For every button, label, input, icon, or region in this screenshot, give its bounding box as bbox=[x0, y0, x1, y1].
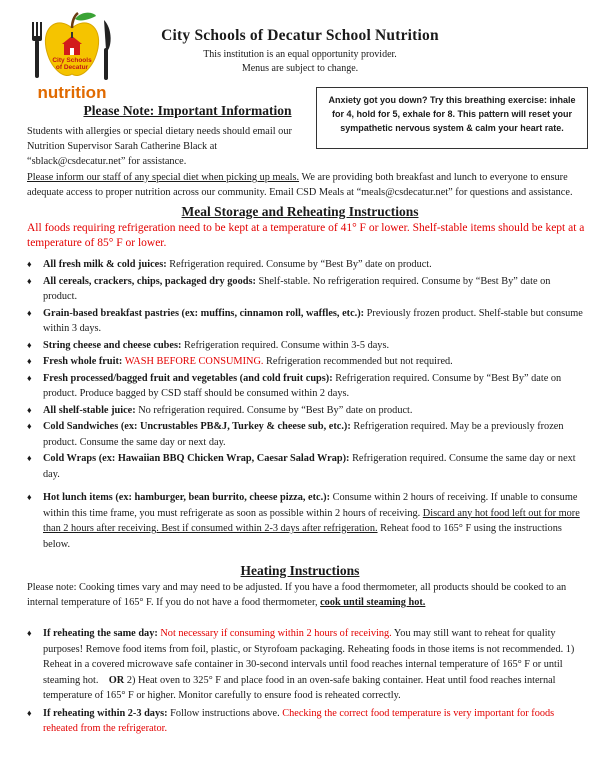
item-text: No refrigeration required. Consume by “Best By” date on product. bbox=[138, 404, 413, 416]
heating-intro-text: Please note: Cooking times vary and may need to be adjusted. If you have a food thermometer, all products should be cooked to an internal temperature of 165° F. If you do not have a food thermometer, bbox=[27, 582, 567, 609]
list-item bbox=[27, 490, 587, 552]
item-text: Shelf-stable. No refrigeration required. Consume by “Best By” date on product. bbox=[43, 275, 551, 302]
list-item bbox=[27, 451, 587, 482]
list-item bbox=[27, 403, 587, 419]
item-text: Refrigeration required. May be a previously frozen product. Consume the same day or next day. bbox=[43, 421, 564, 448]
item-text: Refrigeration recommended but not required. bbox=[266, 356, 453, 367]
item-label: String cheese and cheese cubes: bbox=[43, 339, 182, 351]
equal-opportunity-statement: This institution is an equal opportunity provider. bbox=[203, 49, 397, 60]
allergy-text: Students with allergies or special dietary needs should email our Nutrition Supervisor Sarah Catherine Black at “sblack@csdecatur.net” for assistance. bbox=[27, 126, 292, 168]
list-item bbox=[27, 371, 587, 402]
item-label: Fresh whole fruit: bbox=[43, 356, 123, 367]
item-label: Cold Sandwiches (ex: Uncrustables PB&J, Turkey & cheese sub, etc.): bbox=[43, 421, 351, 432]
item-label: Grain-based breakfast pastries (ex: muffins, cinnamon roll, waffles, etc.): bbox=[43, 307, 365, 319]
list-item bbox=[27, 626, 589, 704]
list-item bbox=[27, 306, 587, 337]
hot-lunch-discard: Discard any hot food left out for more than 2 hours after receiving. Best if consumed within 2-3 days after refrigeration. bbox=[43, 507, 580, 534]
temperature-warning: Checking the correct food temperature is very important for foods reheated from the refrigerator. bbox=[43, 707, 555, 734]
heating-list bbox=[27, 626, 589, 737]
item-label: All shelf-stable juice: bbox=[43, 404, 136, 416]
or-label: OR bbox=[108, 674, 125, 686]
logo-line1: City Schools bbox=[52, 57, 92, 64]
menu-change-statement: Menus are subject to change. bbox=[241, 63, 359, 74]
steaming-hot-note: cook until steaming hot. bbox=[320, 597, 426, 609]
hot-lunch-label: Hot lunch items (ex: hamburger, bean burrito, cheese pizza, etc.): bbox=[43, 492, 331, 503]
two-three-days-text: Follow instructions above. bbox=[170, 707, 280, 719]
list-item bbox=[27, 706, 589, 737]
list-item bbox=[27, 338, 587, 354]
important-info-paragraph bbox=[27, 124, 587, 200]
oven-text: 2) Heat oven to 325° F and place food in an oven-safe baking container. Heat until food reaches internal temperature of 165° F or higher. Monitor carefully to ensure food is reheated correctly. bbox=[43, 674, 556, 701]
same-day-label: If reheating the same day: bbox=[43, 628, 158, 639]
list-item bbox=[27, 419, 587, 450]
important-info-heading: Please Note: Important Information bbox=[83, 103, 292, 118]
item-label: Fresh processed/bagged fruit and vegetables (and cold fruit cups): bbox=[43, 372, 333, 384]
storage-list bbox=[27, 257, 587, 483]
item-label: All cereals, crackers, chips, packaged dry goods: bbox=[43, 275, 256, 287]
same-day-note: Not necessary if consuming within 2 hours of receiving. bbox=[160, 628, 392, 639]
organization-title: City Schools of Decatur School Nutrition bbox=[161, 27, 439, 44]
item-alert: WASH BEFORE CONSUMING. bbox=[124, 356, 264, 367]
meal-storage-heading: Meal Storage and Reheating Instructions bbox=[181, 204, 419, 219]
hot-lunch-list bbox=[27, 490, 587, 552]
two-three-days-label: If reheating within 2-3 days: bbox=[43, 707, 168, 719]
list-item bbox=[27, 257, 587, 273]
refrigeration-warning: All foods requiring refrigeration need to be kept at a temperature of 41° F or lower. Shelf-stable items should be kept at a temperature of 85° F or lower. bbox=[27, 222, 585, 249]
special-diet-notice: Please inform our staff of any special diet when picking up meals. bbox=[27, 171, 300, 183]
meals-notice: We are providing both breakfast and lunch to everyone to ensure adequate access to proper nutrition across our community. Email CSD Meals at “meals@csdecatur.net” for questions and assistance. bbox=[27, 171, 573, 198]
hot-lunch-text: Consume within 2 hours of receiving. If unable to consume within this time frame, you must refrigerate as soon as possible within 2 hours of receiving. bbox=[43, 492, 578, 519]
item-text: Refrigeration required. Consume by “Best By” date on product. bbox=[169, 259, 432, 270]
list-item bbox=[27, 274, 587, 305]
item-text: Refrigeration required. Consume by “Best By” date on product. Produce bagged by CSD staff should be consumed within 2 days. bbox=[43, 372, 562, 399]
item-text: Refrigeration required. Consume the same day or next day. bbox=[43, 453, 576, 480]
same-day-text: You may still want to reheat for quality purposes! Remove food items from foil, plastic, or Styrofoam packaging. Reheating foods in those items is not recommended. 1) Reheat in a covered microwave safe container in 30-second intervals until food reaches internal temperature of 165° F or until steaming hot. bbox=[43, 628, 575, 686]
logo-line2: of Decatur bbox=[55, 64, 89, 71]
item-text: Previously frozen product. Shelf-stable but consume within 3 days. bbox=[43, 307, 583, 334]
anxiety-tip-box: Anxiety got you down? Try this breathing exercise: inhale for 4, hold for 5, exhale for 8. This pattern will reset your sympathetic nervous system & calm your heart rate. bbox=[316, 87, 588, 149]
item-label: All fresh milk & cold juices: bbox=[43, 259, 167, 270]
list-item bbox=[27, 354, 587, 370]
item-label: Cold Wraps (ex: Hawaiian BBQ Chicken Wrap, Caesar Salad Wrap): bbox=[43, 453, 350, 464]
item-text: Refrigeration required. Consume within 3-5 days. bbox=[184, 339, 390, 351]
heating-intro bbox=[27, 580, 589, 610]
heating-heading: Heating Instructions bbox=[240, 563, 360, 578]
logo-word: nutrition bbox=[37, 83, 107, 102]
hot-lunch-reheat: Reheat food to 165° F using the instructions below. bbox=[43, 523, 562, 550]
allergy-notice bbox=[27, 124, 307, 170]
